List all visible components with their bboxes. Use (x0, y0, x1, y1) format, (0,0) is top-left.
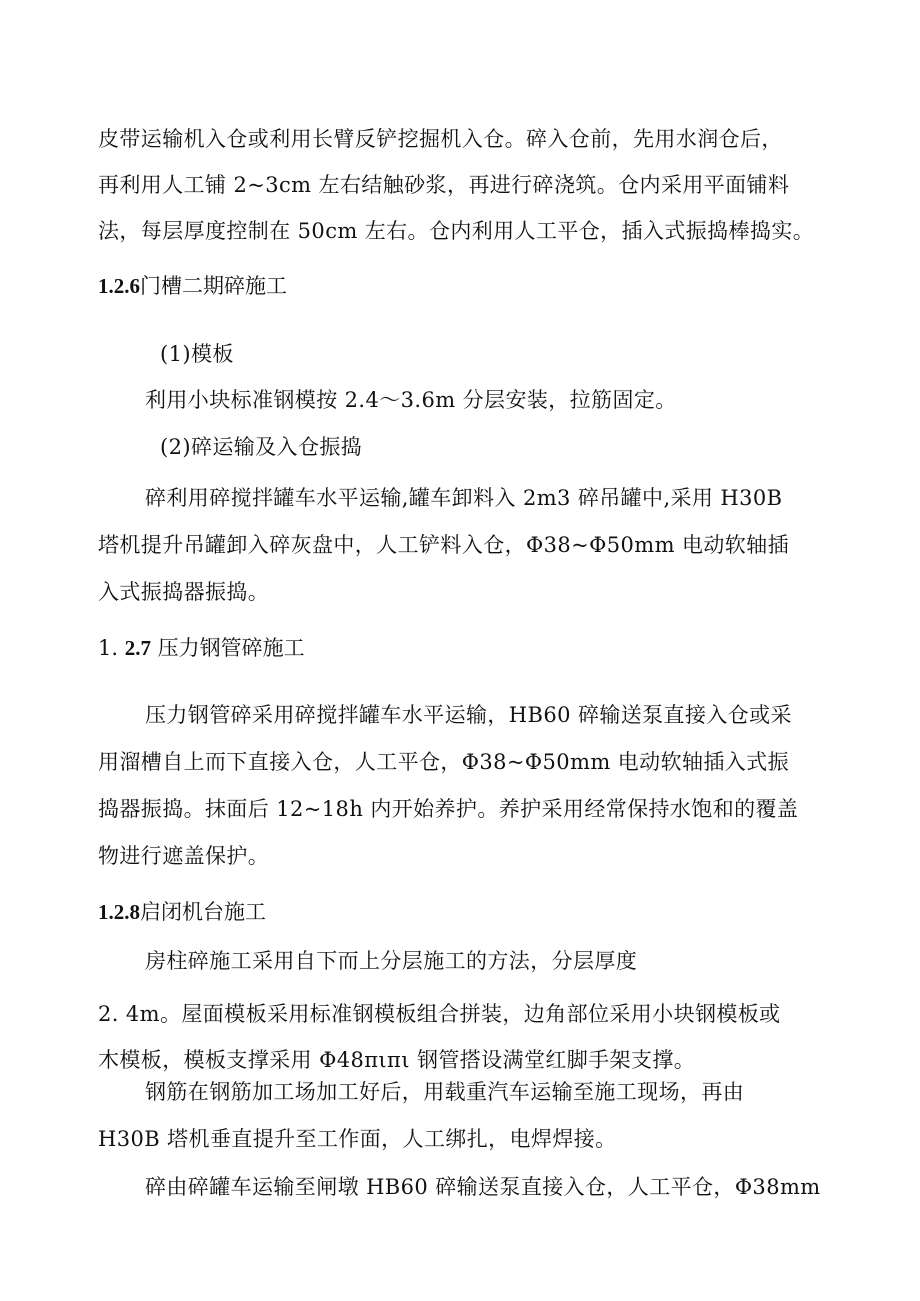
body-line: 利用小块标准钢模按 2.4～3.6m 分层安装，拉筋固定。 (145, 388, 677, 412)
body-line: 房柱碎施工采用自下而上分层施工的方法，分层厚度 (145, 949, 638, 973)
body-line: 物进行遮盖保护。 (98, 844, 270, 868)
section-heading-1-2-7 (98, 634, 305, 662)
body-line: 碎由碎罐车运输至闸墩 HB60 碎输送泵直接入仓，人工平仓，Φ38mm (145, 1175, 821, 1199)
body-line: 再利用人工铺 2~3cm 左右结触砂浆，再进行碎浇筑。仓内采用平面铺料 (98, 173, 790, 197)
body-line: 皮带运输机入仓或利用长臂反铲挖掘机入仓。碎入仓前，先用水润仓后， (98, 127, 783, 151)
body-line: 碎利用碎搅拌罐车水平运输,罐车卸料入 2m3 碎吊罐中,采用 H30B (145, 486, 783, 510)
body-line: 用溜槽自上而下直接入仓，人工平仓，Φ38~Φ50mm 电动软轴插入式振 (98, 750, 789, 774)
section-title: 启闭机台施工 (140, 900, 266, 924)
section-number-prefix: 1. (98, 636, 125, 660)
section-heading-1-2-8 (98, 898, 266, 926)
body-line: 入式振捣器振捣。 (98, 580, 270, 604)
body-line: 法，每层厚度控制在 50cm 左右。仓内利用人工平仓，插入式振捣棒捣实。 (98, 219, 815, 243)
section-number: 1.2.6 (98, 274, 140, 298)
body-line: 2. 4m。屋面模板采用标准钢模板组合拼装，边角部位采用小块钢模板或 (98, 1002, 781, 1026)
item-label: (2)碎运输及入仓振捣 (160, 435, 363, 459)
section-number: 1.2.8 (98, 900, 140, 924)
body-line: 钢筋在钢筋加工场加工好后，用载重汽车运输至施工现场，再由 (145, 1080, 745, 1104)
body-line: 塔机提升吊罐卸入碎灰盘中，人工铲料入仓，Φ38~Φ50mm 电动软轴插 (98, 533, 789, 557)
section-title: 门槽二期碎施工 (140, 274, 287, 298)
item-label: (1)模板 (160, 342, 234, 366)
body-line: 捣器振捣。抹面后 12~18h 内开始养护。养护采用经常保持水饱和的覆盖 (98, 797, 799, 821)
body-line: 压力钢管碎采用碎搅拌罐车水平运输，HB60 碎输送泵直接入仓或采 (145, 703, 792, 727)
section-number: 2.7 (124, 636, 151, 660)
body-line: 木模板，模板支撑采用 Φ48πιπι 钢管搭设满堂红脚手架支撑。 (98, 1048, 696, 1072)
body-line: H30B 塔机垂直提升至工作面，人工绑扎，电焊焊接。 (98, 1127, 617, 1151)
section-heading-1-2-6 (98, 272, 287, 300)
section-title: 压力钢管碎施工 (157, 636, 305, 660)
